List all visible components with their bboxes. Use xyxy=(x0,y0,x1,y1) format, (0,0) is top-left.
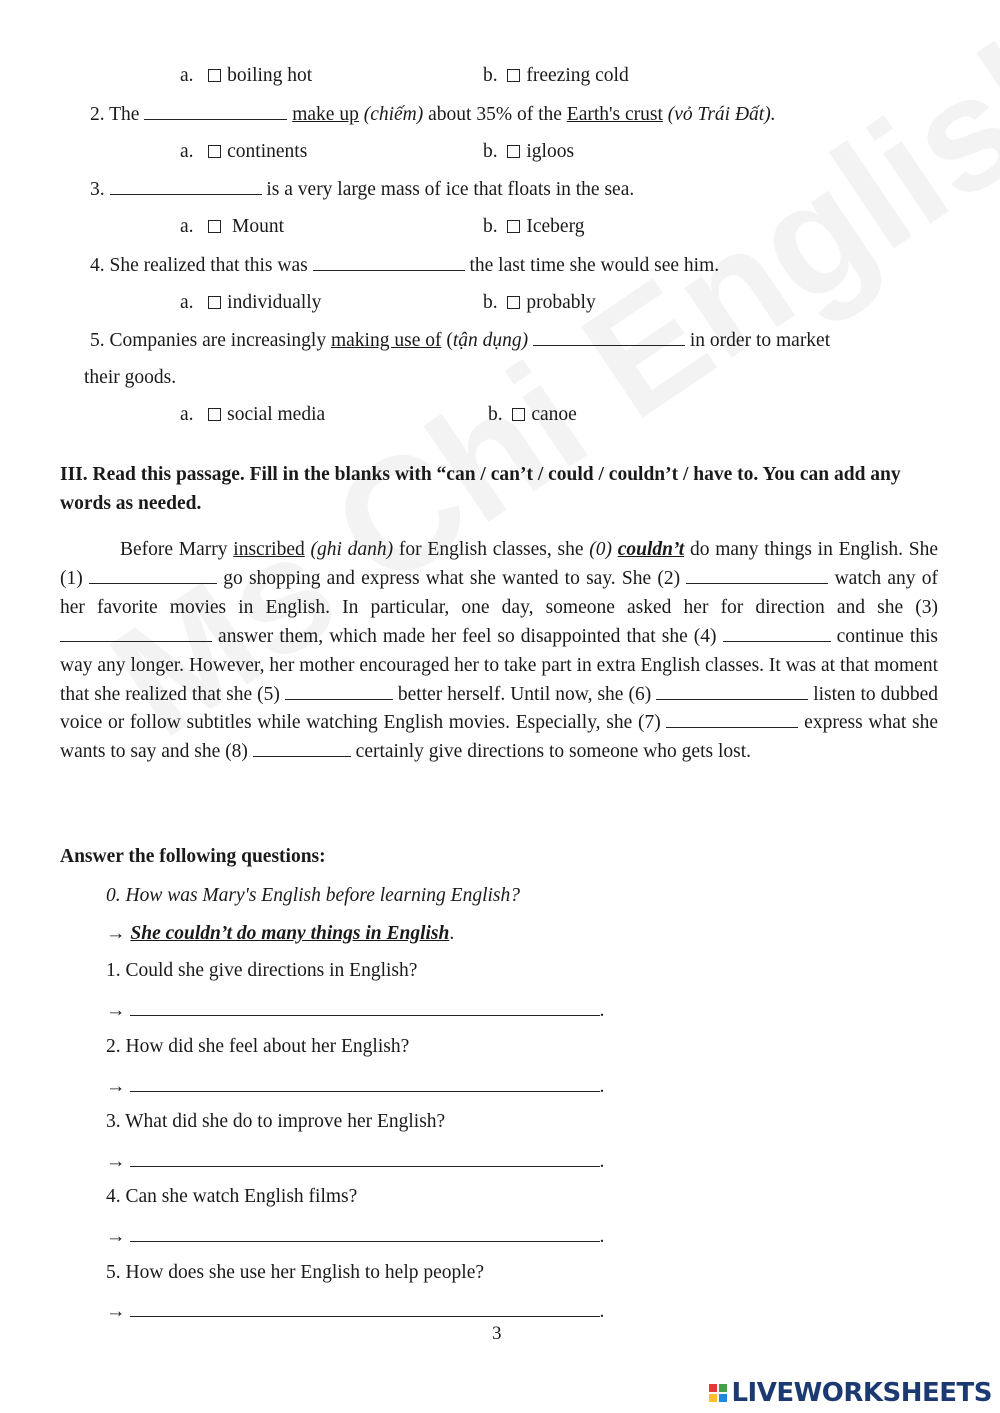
answer-blank[interactable] xyxy=(285,682,393,700)
question-4: 4. She realized that this was the last time she would see him. xyxy=(90,255,720,276)
question-0: 0. How was Mary's English before learning English? xyxy=(106,885,521,906)
questions-heading: Answer the following questions: xyxy=(60,846,326,867)
answer-blank[interactable] xyxy=(666,710,798,728)
answer-line[interactable] xyxy=(130,997,600,1016)
section-heading: III. Read this passage. Fill in the blanks with “can / can’t / could / couldn’t / have to. You can add any words as needed. xyxy=(60,464,901,514)
q5-option-a[interactable]: a. social media xyxy=(180,404,326,425)
q2-option-b[interactable]: b. igloos xyxy=(483,141,575,162)
answer-blank[interactable] xyxy=(60,624,212,642)
question-2: 2. How did she feel about her English? xyxy=(106,1036,410,1057)
checkbox-icon[interactable] xyxy=(208,408,221,421)
answer-blank[interactable] xyxy=(533,328,685,346)
arrow-icon: → xyxy=(106,1151,126,1172)
q5-option-b[interactable]: b. canoe xyxy=(488,404,577,425)
checkbox-icon[interactable] xyxy=(507,69,520,82)
question-5-continued: their goods. xyxy=(84,367,177,388)
checkbox-icon[interactable] xyxy=(208,220,221,233)
question-2: 2. The make up (chiếm) about 35% of the Earth's crust (vỏ Trái Đất). xyxy=(90,104,776,125)
checkbox-icon[interactable] xyxy=(512,408,525,421)
arrow-icon: → xyxy=(106,1226,126,1247)
q2-option-a[interactable]: a. continents xyxy=(180,141,308,162)
checkbox-icon[interactable] xyxy=(208,145,221,158)
answer-blank[interactable] xyxy=(253,739,351,757)
answer-row-1: → . xyxy=(106,997,604,1023)
q4-option-a[interactable]: a. individually xyxy=(180,292,322,313)
q4-option-b[interactable]: b. probably xyxy=(483,292,596,313)
answer-blank[interactable] xyxy=(313,253,465,271)
answer-0: → She couldn’t do many things in English. xyxy=(106,923,455,944)
answer-blank[interactable] xyxy=(686,566,828,584)
checkbox-icon[interactable] xyxy=(507,145,520,158)
answer-row-3: → . xyxy=(106,1148,604,1174)
arrow-icon: → xyxy=(106,1076,126,1097)
question-1: 1. Could she give directions in English? xyxy=(106,960,418,981)
checkbox-icon[interactable] xyxy=(507,220,520,233)
answer-line[interactable] xyxy=(130,1148,600,1167)
answer-blank[interactable] xyxy=(144,102,287,120)
answer-row-4: → . xyxy=(106,1223,604,1249)
answer-row-2: → . xyxy=(106,1073,604,1099)
question-5: 5. How does she use her English to help people? xyxy=(106,1262,485,1283)
checkbox-icon[interactable] xyxy=(208,296,221,309)
question-4: 4. Can she watch English films? xyxy=(106,1186,358,1207)
answer-row-5: → . xyxy=(106,1298,604,1324)
q1-option-a[interactable]: a. boiling hot xyxy=(180,65,313,86)
liveworksheets-logo[interactable]: LIVEWORKSHEETS xyxy=(709,1378,992,1408)
answer-blank[interactable] xyxy=(89,566,217,584)
question-3: 3. is a very large mass of ice that floats in the sea. xyxy=(90,179,635,200)
question-3: 3. What did she do to improve her English? xyxy=(106,1111,446,1132)
page-number: 3 xyxy=(492,1323,502,1344)
arrow-icon: → xyxy=(106,923,126,944)
q3-option-b[interactable]: b. Iceberg xyxy=(483,216,585,237)
logo-icon xyxy=(709,1384,727,1402)
q3-option-a[interactable]: a. Mount xyxy=(180,216,285,237)
answer-blank[interactable] xyxy=(110,177,262,195)
answer-blank[interactable] xyxy=(723,624,831,642)
checkbox-icon[interactable] xyxy=(507,296,520,309)
answer-blank[interactable] xyxy=(656,682,808,700)
arrow-icon: → xyxy=(106,1000,126,1021)
arrow-icon: → xyxy=(106,1301,126,1322)
answer-line[interactable] xyxy=(130,1223,600,1242)
question-5: 5. Companies are increasingly making use of (tận dụng) in order to market xyxy=(90,330,831,351)
reading-passage: Before Marry inscribed (ghi danh) for English classes, she (0) couldn’t do many things in English. She (1) go shopping and express what she wanted to say. She (2) watch any of her favorite movies in English. In particular, one day, someone asked her for direction and she (3) answer them, which made her feel so disappointed that she (4) continue this way any longer. However, her mother encouraged her to take part in extra English classes. It was at that moment that she realized that she (5) better herself. Until now, she (6) listen to dubbed voice or follow subtitles while watching English movies. Especially, she (7) express what she wants to say and she (8) certainly give directions to someone who gets lost. xyxy=(60,539,939,763)
answer-line[interactable] xyxy=(130,1298,600,1317)
checkbox-icon[interactable] xyxy=(208,69,221,82)
answer-line[interactable] xyxy=(130,1073,600,1092)
q1-option-b[interactable]: b. freezing cold xyxy=(483,65,629,86)
